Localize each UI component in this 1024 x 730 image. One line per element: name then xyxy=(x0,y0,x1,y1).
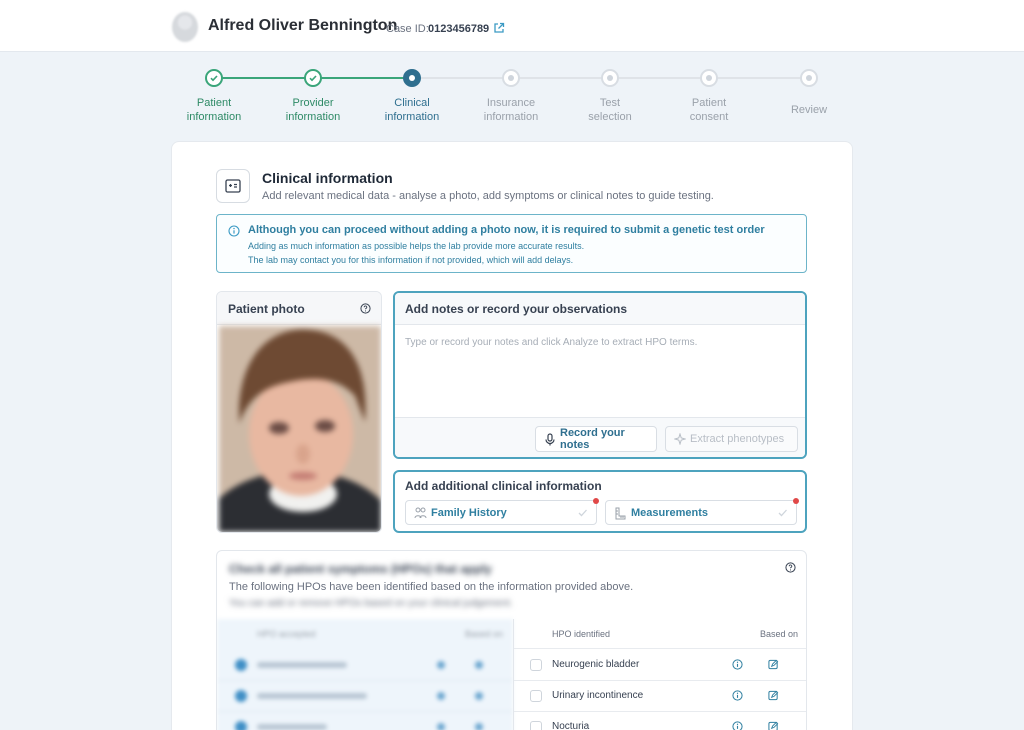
notes-title: Add notes or record your observations xyxy=(405,302,628,316)
notes-textarea[interactable]: Type or record your notes and click Analyze to extract HPO terms. xyxy=(405,337,698,348)
step-connector xyxy=(222,77,306,79)
step-connector xyxy=(321,77,405,79)
microphone-icon xyxy=(544,433,556,446)
notes-footer xyxy=(395,417,805,457)
notes-source-icon[interactable] xyxy=(768,721,779,730)
family-icon xyxy=(414,507,427,519)
list-item[interactable] xyxy=(217,681,513,712)
hpo-accepted-based-on: Based on xyxy=(465,629,504,639)
table-row[interactable] xyxy=(514,681,807,712)
family-history-label: Family History xyxy=(431,506,507,519)
step-4-pending-icon[interactable] xyxy=(502,69,520,87)
list-item[interactable] xyxy=(217,712,513,730)
step-connector xyxy=(420,77,504,79)
patient-photo[interactable] xyxy=(219,326,381,532)
photo-required-alert xyxy=(216,214,807,273)
alert-line-2: The lab may contact you for this information if not provided, which will add delays. xyxy=(248,255,574,265)
hpo-name: Neurogenic bladder xyxy=(552,659,640,670)
col-based-on: Based on xyxy=(760,629,799,639)
step-3-current-icon[interactable] xyxy=(403,69,421,87)
notes-source-icon[interactable] xyxy=(768,659,779,670)
help-icon[interactable] xyxy=(785,562,796,573)
extract-phenotypes-button[interactable] xyxy=(665,426,798,452)
step-label-patient-information[interactable]: Patient information xyxy=(186,97,242,123)
patient-photo-panel xyxy=(216,291,382,533)
section-title: Clinical information xyxy=(262,170,393,186)
family-history-button[interactable] xyxy=(405,500,597,525)
step-label-patient-consent[interactable]: Patient consent xyxy=(689,97,729,123)
external-link-icon[interactable] xyxy=(493,22,505,34)
check-icon xyxy=(777,507,788,518)
hpo-name: Urinary incontinence xyxy=(552,690,644,701)
measurements-label: Measurements xyxy=(631,506,709,519)
list-item[interactable] xyxy=(217,650,513,681)
required-dot xyxy=(793,498,799,504)
table-header xyxy=(514,619,807,649)
record-notes-button[interactable] xyxy=(535,426,657,452)
hpo-checkbox[interactable] xyxy=(530,721,542,730)
notes-source-icon[interactable] xyxy=(768,690,779,701)
case-id-value: 0123456789 xyxy=(428,23,490,35)
hpo-accepted-list xyxy=(217,619,513,730)
step-connector xyxy=(717,77,801,79)
step-label-test-selection[interactable]: Test selection xyxy=(588,97,632,123)
step-label-review[interactable]: Review xyxy=(790,104,828,116)
info-icon[interactable] xyxy=(732,690,743,701)
info-icon[interactable] xyxy=(732,721,743,730)
case-id-label: Case ID: xyxy=(386,23,429,35)
step-7-pending-icon[interactable] xyxy=(800,69,818,87)
info-icon[interactable] xyxy=(732,659,743,670)
hpo-checkbox[interactable] xyxy=(530,690,542,702)
table-row[interactable] xyxy=(514,650,807,681)
hpo-title: Check all patient symptoms (HPOs) that apply xyxy=(229,562,492,576)
required-dot xyxy=(593,498,599,504)
hpo-subtitle-2: You can add or remove HPOs based on your clinical judgement. xyxy=(229,598,513,609)
hpo-name: Nocturia xyxy=(552,721,590,730)
ruler-icon xyxy=(614,507,626,520)
measurements-button[interactable] xyxy=(605,500,797,525)
info-icon xyxy=(228,225,240,237)
hpo-accepted-header: HPO accepted xyxy=(257,629,316,639)
step-label-insurance-information[interactable]: Insurance information xyxy=(483,97,539,123)
extract-phenotypes-label: Extract phenotypes xyxy=(690,433,785,445)
col-hpo-identified: HPO identified xyxy=(552,629,611,639)
alert-title: Although you can proceed without adding a photo now, it is required to submit a genetic test order xyxy=(248,224,765,236)
hpo-checkbox[interactable] xyxy=(530,659,542,671)
alert-line-1: Adding as much information as possible helps the lab provide more accurate results. xyxy=(248,241,585,251)
top-bar xyxy=(0,0,1024,52)
notes-panel xyxy=(393,291,807,459)
additional-info-title: Add additional clinical information xyxy=(405,479,602,493)
clinical-info-icon xyxy=(216,169,250,203)
avatar xyxy=(172,12,198,42)
step-label-provider-information[interactable]: Provider information xyxy=(285,97,341,123)
record-notes-label: Record your notes xyxy=(560,427,625,451)
step-connector xyxy=(519,77,603,79)
step-5-pending-icon[interactable] xyxy=(601,69,619,87)
table-row[interactable] xyxy=(514,712,807,730)
photo-panel-title: Patient photo xyxy=(228,302,305,316)
step-6-pending-icon[interactable] xyxy=(700,69,718,87)
section-subtitle: Add relevant medical data - analyse a photo, add symptoms or clinical notes to guide testing. xyxy=(262,190,714,202)
hpo-identified-table xyxy=(513,619,807,730)
step-label-clinical-information[interactable]: Clinical information xyxy=(384,97,440,123)
check-icon xyxy=(577,507,588,518)
step-2-check-icon[interactable] xyxy=(304,69,322,87)
step-1-check-icon[interactable] xyxy=(205,69,223,87)
help-icon[interactable] xyxy=(360,303,371,314)
step-connector xyxy=(618,77,702,79)
hpo-section xyxy=(216,550,807,730)
additional-info-panel xyxy=(393,470,807,533)
sparkle-icon xyxy=(674,433,686,445)
patient-name: Alfred Oliver Bennington xyxy=(208,17,398,34)
progress-stepper xyxy=(0,62,1024,132)
hpo-subtitle-1: The following HPOs have been identified based on the information provided above. xyxy=(229,581,634,593)
